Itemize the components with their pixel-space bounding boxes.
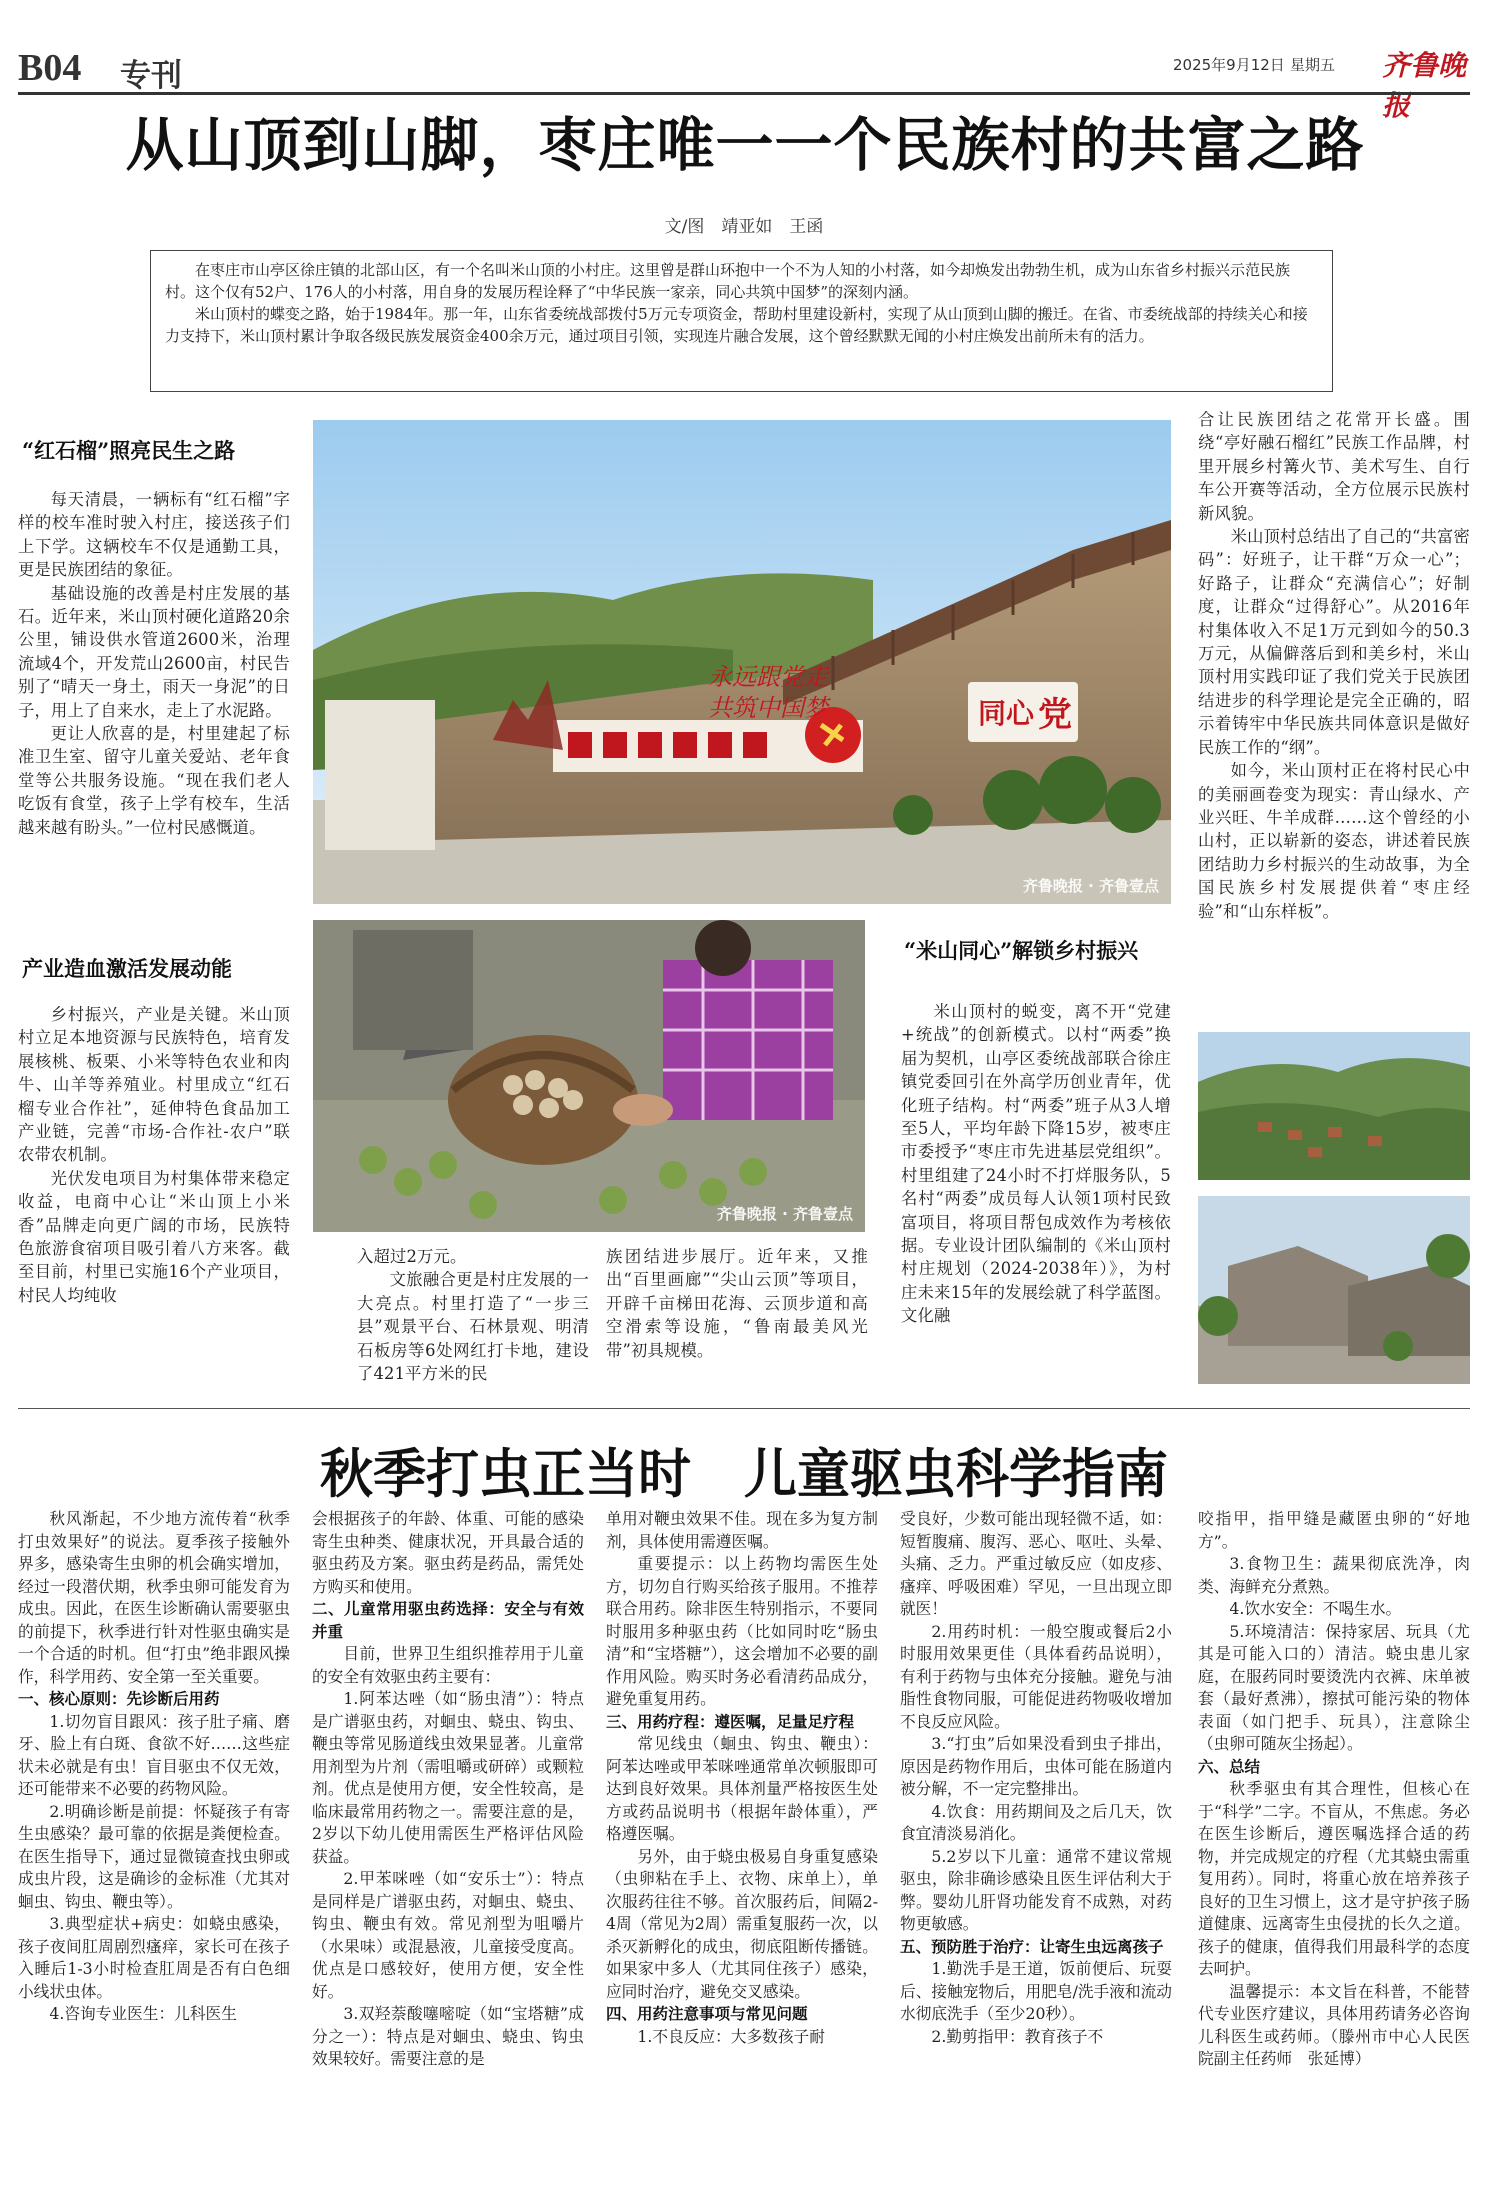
newspaper-logo: 齐鲁晚报 <box>1382 49 1467 122</box>
subheading: 五、预防胜于治疗：让寄生虫远离孩子 <box>900 1937 1164 1956</box>
wall-sign-dang: 党 <box>1038 695 1072 735</box>
section-heading: 产业造血激活发展动能 <box>22 956 232 981</box>
paragraph: 合让民族团结之花常开长盛。围绕“亭好融石榴红”民族工作品牌，村里开展乡村篝火节、美术写生、自行车公开赛等活动，全方位展示民族村新风貌。 <box>1198 410 1470 523</box>
paragraph: 2.明确诊断是前提：怀疑孩子有寄生虫感染？最可靠的依据是粪便检查。在医生指导下，通过显微镜查找虫卵或成虫片段，这是确诊的金标准（尤其对蛔虫、钩虫、鞭虫等）。 <box>18 1801 290 1911</box>
paragraph: 4.饮水安全：不喝生水。 <box>1229 1599 1402 1618</box>
page-id: B04 <box>18 47 82 89</box>
walnut-harvest-photo <box>313 920 865 1232</box>
section3-body <box>901 1000 1171 1328</box>
paragraph: 3.双羟萘酸噻嘧啶（如“宝塔糖”成分之一）：特点是对蛔虫、蛲虫、钩虫效果较好。需要注意的是 <box>312 2004 584 2068</box>
stone-houses-illustration <box>1198 1196 1470 1384</box>
walnut-harvest-illustration <box>313 920 865 1232</box>
section-heading: “米山同心”解锁乡村振兴 <box>904 938 1139 963</box>
section2-body <box>18 1003 290 1307</box>
paragraph: 重要提示：以上药物均需医生处方，切勿自行购买给孩子服用。不推荐联合用药。除非医生特别指示，不要同时服用多种驱虫药（比如同时吃“肠虫清”和“宝塔糖”），这会增加不必要的副作用风险。购买时务必看清药品成分，避免重复用药。 <box>606 1554 878 1708</box>
a2-column-4 <box>900 1508 1172 2048</box>
subheading: 四、用药注意事项与常见问题 <box>606 2005 808 2023</box>
paragraph: 1.勤洗手是王道，饭前便后、玩耍后、接触宠物后，用肥皂/洗手液和流动水彻底洗手（至少20秒）。 <box>900 1959 1172 2023</box>
paragraph: 2.勤剪指甲：教育孩子不 <box>931 2026 1104 2046</box>
paragraph: 1.切勿盲目跟风：孩子肚子痛、磨牙、脸上有白斑、食欲不好……这些症状未必就是有虫！盲目驱虫不仅无效，还可能带来不必要的药物风险。 <box>18 1711 290 1798</box>
column3-body <box>606 1245 868 1362</box>
paragraph: 秋季驱虫有其合理性，但核心在于“科学”二字。不盲从，不焦虑。务必在医生诊断后，遵医嘱选择合适的药物，并完成规定的疗程（尤其蛲虫需重复用药）。同时，将重心放在培养孩子良好的卫生习惯上，这才是守护孩子肠道健康、远离寄生虫侵扰的长久之道。孩子的健康，值得我们用最科学的态度去呵护。 <box>1198 1779 1470 1978</box>
a2-column-3 <box>606 1508 878 2048</box>
article-title: 从山顶到山脚，枣庄唯一一个民族村的共富之路 <box>125 111 1365 179</box>
paragraph: 乡村振兴，产业是关键。米山顶村立足本地资源与民族特色，培育发展核桃、板栗、小米等特色农业和肉牛、山羊等养殖业。村里成立“红石榴专业合作社”，延伸特色食品加工产业链，完善“市场-合作社-农户”联农带农机制。 <box>18 1005 290 1165</box>
paragraph: 2.用药时机：一般空腹或餐后2小时服用效果更佳（具体看药品说明），有利于药物与虫体充分接触。避免与油脂性食物同服，可能促进药物吸收增加不良反应风险。 <box>900 1621 1172 1731</box>
paragraph: 4.饮食：用药期间及之后几天，饮食宜清淡易消化。 <box>900 1801 1172 1843</box>
paragraph: 基础设施的改善是村庄发展的基石。近年来，米山顶村硬化道路20余公里，铺设供水管道2600米，治理流域4个，开发荒山2600亩，村民告别了“晴天一身土，雨天一身泥”的日子，用上了自来水，走上了水泥路。 <box>18 583 290 720</box>
paragraph: 如今，米山顶村正在将村民心中的美丽画卷变为现实：青山绿水、产业兴旺、牛羊成群……这个曾经的小山村，正以崭新的姿态，讲述着民族团结助力乡村振兴的生动故事，为全国民族乡村发展提供着“枣庄经验”和“山东样板”。 <box>1198 761 1470 921</box>
village-aerial-illustration <box>1198 1032 1470 1180</box>
paragraph: 文旅融合更是村庄发展的一大亮点。村里打造了“一步三县”观景平台、石林景观、明清石板房等6处网红打卡地，建设了421平方米的民 <box>357 1270 589 1384</box>
paragraph: 米山顶村的蜕变，离不开“党建+统战”的创新模式。以村“两委”换届为契机，山亭区委统战部联合徐庄镇党委回引在外高学历创业青年，优化班子结构。村“两委”班子从3人增至5人，平均年龄下降15岁，被枣庄市委授予“枣庄市先进基层党组织”。村里组建了24小时不打烊服务队，5名村“两委”成员每人认领1项村民致富项目，将项目帮包成效作为考核依据。专业设计团队编制的《米山顶村村庄规划（2024-2038年）》，为村庄未来15年的发展绘就了科学蓝图。文化融 <box>901 1002 1171 1326</box>
paragraph: 每天清晨，一辆标有“红石榴”字样的校车准时驶入村庄，接送孩子们上下学。这辆校车不仅是通勤工具，更是民族团结的象征。 <box>18 490 290 580</box>
paragraph: 秋风渐起，不少地方流传着“秋季打虫效果好”的说法。夏季孩子接触外界多，感染寄生虫卵的机会确实增加，经过一段潜伏期，秋季虫卵可能发育为成虫。因此，在医生诊断确认需要驱虫的前提下，秋季进行针对性驱虫确实是一个合适的时机。但“打虫”绝非跟风操作，科学用药、安全第一至关重要。 <box>18 1509 290 1686</box>
a2-column-5 <box>1198 1508 1470 2071</box>
subheading: 六、总结 <box>1198 1757 1261 1776</box>
lead-paragraph: 在枣庄市山亭区徐庄镇的北部山区，有一个名叫米山顶的小村庄。这里曾是群山环抱中一个不为人知的小村落，如今却焕发出勃勃生机，成为山东省乡村振兴示范民族村。这个仅有52户、176人的小村落，用自身的发展历程诠释了“中华民族一家亲，同心共筑中国梦”的深刻内涵。 <box>165 261 1291 301</box>
paragraph: 常见线虫（蛔虫、钩虫、鞭虫）：阿苯达唑或甲苯咪唑通常单次顿服即可达到良好效果。具体剂量严格按医生处方或药品说明书（根据年龄体重），严格遵医嘱。 <box>606 1734 878 1843</box>
weekday: 星期五 <box>1290 56 1336 74</box>
header-rule <box>18 92 1470 95</box>
lead-box <box>150 250 1333 392</box>
paragraph: 族团结进步展厅。近年来，又推出“百里画廊”“尖山云顶”等项目，开辟千亩梯田花海、云顶步道和高空滑索等设施，“鲁南最美风光带”初具规模。 <box>606 1247 868 1360</box>
column2-body <box>357 1245 589 1385</box>
wall-slogan-2: 共筑中国梦 <box>708 694 828 722</box>
paragraph: 温馨提示：本文旨在科普，不能替代专业医疗建议，具体用药请务必咨询儿科医生或药师。（滕州市中心人民医院副主任药师 张延博） <box>1198 1981 1470 2068</box>
section1-body <box>18 488 290 839</box>
column-name: 专刊 <box>120 58 182 94</box>
paragraph: 3.食物卫生：蔬果彻底洗净，肉类、海鲜充分煮熟。 <box>1198 1554 1470 1596</box>
paragraph: 光伏发电项目为村集体带来稳定收益，电商中心让“米山顶上小米香”品牌走向更广阔的市场，民族特色旅游食宿项目吸引着八方来客。截至目前，村里已实施16个产业项目，村民人均纯收 <box>18 1168 290 1305</box>
paragraph: 4.咨询专业医生：儿科医生 <box>49 2004 237 2023</box>
byline: 文/图 靖亚如 王函 <box>664 217 824 237</box>
paragraph: 2.甲苯咪唑（如“安乐士”）：特点是同样是广谱驱虫药，对蛔虫、蛲虫、钩虫、鞭虫有效。常见剂型为咀嚼片（水果味）或混悬液，儿童接受度高。优点是口感较好，使用方便，安全性好。 <box>312 1869 584 2001</box>
article2-title: 秋季打虫正当时 儿童驱虫科学指南 <box>320 1443 1168 1505</box>
village-wall-illustration <box>313 420 1171 904</box>
a2-column-1 <box>18 1508 290 2026</box>
paragraph: 米山顶村总结出了自己的“共富密码”：好班子，让干群“万众一心”；好路子，让群众“充满信心”；好制度，让群众“过得舒心”。从2016年村集体收入不足1万元到如今的50.3万元，从偏僻落后到和美乡村，米山顶村用实践印证了我们党关于民族团结进步的科学理论是完全正确的，昭示着铸牢中华民族共同体意识是做好民族工作的“纲”。 <box>1198 527 1470 757</box>
village-wall-photo <box>313 420 1171 904</box>
paragraph: 3.“打虫”后如果没看到虫子排出，原因是药物作用后，虫体可能在肠道内被分解，不一定完整排出。 <box>900 1734 1172 1798</box>
lead-paragraph: 米山顶村的蝶变之路，始于1984年。那一年，山东省委统战部拨付5万元专项资金，帮助村里建设新村，实现了从山顶到山脚的搬迁。在省、市委统战部的持续关心和接力支持下，米山顶村累计争取各级民族发展资金400余万元，通过项目引领，实现连片融合发展，这个曾经默默无闻的小村庄焕发出前所未有的活力。 <box>165 305 1308 345</box>
paragraph: 单用对鞭虫效果不佳。现在多为复方制剂，具体使用需遵医嘱。 <box>606 1509 878 1551</box>
subheading: 三、用药疗程：遵医嘱，足量足疗程 <box>606 1712 855 1731</box>
photo-watermark: 齐鲁晚报 · 齐鲁壹点 <box>716 1205 853 1223</box>
subheading: 一、核心原则：先诊断后用药 <box>18 1690 220 1708</box>
stone-houses-photo <box>1198 1196 1470 1384</box>
a2-column-2 <box>312 1508 584 2071</box>
paragraph: 3.典型症状+病史：如蛲虫感染，孩子夜间肛周剧烈瘙痒，家长可在孩子入睡后1-3小时检查肛周是否有白色细小线状虫体。 <box>18 1914 290 2001</box>
paragraph: 5.环境清洁：保持家居、玩具（尤其是可能入口的）清洁。蛲虫患儿家庭，在服药同时要烫洗内衣裤、床单被套（最好煮沸），擦拭可能污染的物体表面（如门把手、玩具），注意除尘（虫卵可随灰尘扬起）。 <box>1198 1621 1470 1753</box>
paragraph: 另外，由于蛲虫极易自身重复感染（虫卵粘在手上、衣物、床单上），单次服药往往不够。首次服药后，间隔2-4周（常见为2周）需重复服药一次，以杀灭新孵化的成虫，彻底阻断传播链。如果家中多人（尤其同住孩子）感染，应同时治疗，避免交叉感染。 <box>606 1846 878 2001</box>
issue-date: 2025年9月12日 <box>1173 56 1285 74</box>
photo-watermark: 齐鲁晚报 · 齐鲁壹点 <box>1022 877 1159 895</box>
paragraph: 5.2岁以下儿童：通常不建议常规驱虫，除非确诊感染且医生评估利大于弊。婴幼儿肝肾功能发育不成熟，对药物更敏感。 <box>900 1846 1172 1933</box>
right-column-body <box>1198 408 1470 923</box>
section-divider <box>18 1408 1470 1409</box>
paragraph: 会根据孩子的年龄、体重、可能的感染寄生虫种类、健康状况，开具最合适的驱虫药及方案。驱虫药是药品，需凭处方购买和使用。 <box>312 1509 584 1596</box>
wall-sign-tongxin: 同心 <box>978 697 1035 730</box>
paragraph: 更让人欣喜的是，村里建起了标准卫生室、留守儿童关爱站、老年食堂等公共服务设施。“现在我们老人吃饭有食堂，孩子上学有校车，生活越来越有盼头。”一位村民感慨道。 <box>18 724 290 837</box>
paragraph: 目前，世界卫生组织推荐用于儿童的安全有效驱虫药主要有： <box>312 1644 584 1686</box>
wall-slogan-1: 永远跟党走 <box>708 663 828 691</box>
village-aerial-photo <box>1198 1032 1470 1180</box>
paragraph: 咬指甲，指甲缝是藏匿虫卵的“好地方”。 <box>1198 1509 1470 1551</box>
paragraph: 受良好，少数可能出现轻微不适，如：短暂腹痛、腹泻、恶心、呕吐、头晕、头痛、乏力。严重过敏反应（如皮疹、瘙痒、呼吸困难）罕见，一旦出现立即就医！ <box>900 1509 1172 1618</box>
section-heading: “红石榴”照亮民生之路 <box>22 438 236 463</box>
subheading: 二、儿童常用驱虫药选择：安全与有效并重 <box>312 1600 584 1641</box>
paragraph: 入超过2万元。 <box>357 1247 467 1266</box>
paragraph: 1.不良反应：大多数孩子耐 <box>637 2026 825 2046</box>
paragraph: 1.阿苯达唑（如“肠虫清”）：特点是广谱驱虫药，对蛔虫、蛲虫、钩虫、鞭虫等常见肠道线虫效果显著。儿童常用剂型为片剂（需咀嚼或研碎）或颗粒剂。优点是使用方便，安全性较高，是临床最常用药物之一。需要注意的是，2岁以下幼儿使用需医生严格评估风险获益。 <box>312 1689 584 1866</box>
